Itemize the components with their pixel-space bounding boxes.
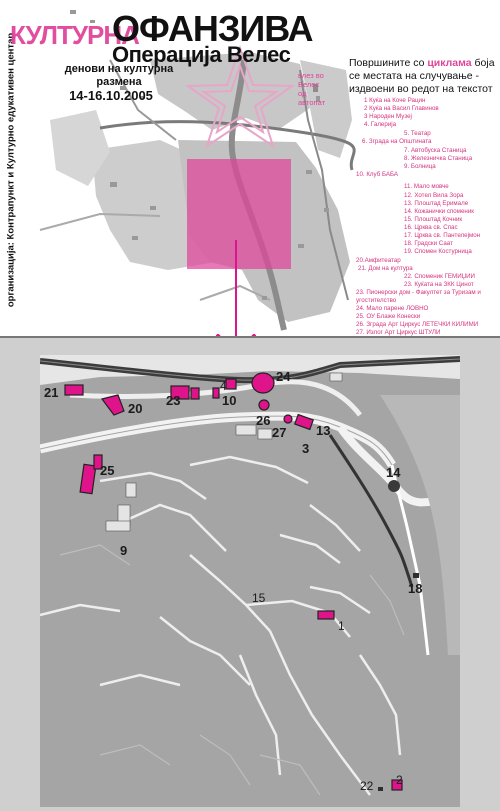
intro-text: [349, 57, 497, 96]
days-text: денови на културна размена: [64, 63, 174, 88]
event-dates: 14-16.10.2005: [69, 88, 153, 103]
legend-item: 19. Спомен Костурница: [404, 248, 472, 255]
legend-item: 23. Куќата на ЗКК Цинот: [404, 281, 474, 288]
legend-item: 7. Автобуска Станица: [404, 147, 467, 154]
venue-26: [259, 400, 269, 410]
legend-item: 12. Хотел Вила Зора: [404, 192, 464, 199]
legend-item: 15. Плоштад Кочник: [404, 216, 463, 223]
legend-item: 17. Црква св. Пантелејмон: [404, 232, 481, 239]
legend-item: 8. Железничка Станица: [404, 155, 473, 162]
map-label-14: 14: [386, 465, 401, 480]
kultura-word: КУЛТУРНА: [10, 20, 139, 50]
map-label-10: 10: [222, 393, 237, 408]
legend-item: 20.Амфитеатар: [356, 257, 401, 264]
map-label-21: 21: [44, 385, 59, 400]
intro-part: Површините со: [349, 57, 428, 69]
entry-note: [298, 71, 328, 107]
legend-item: 27. Излог Арт Циркус ШТУЛИ: [356, 329, 441, 336]
legend-item: 4. Галерија: [364, 121, 397, 128]
poster-top: [0, 0, 500, 336]
entry-note-line: од автопат: [298, 89, 326, 107]
map-label-25: 25: [100, 463, 115, 478]
intro-part: боја се местата на случување - издвоени во редот на текстот: [349, 57, 495, 95]
map-label-3: 3: [302, 441, 310, 456]
venue-4: [226, 379, 236, 389]
highlight-area: [187, 159, 291, 269]
map-label-1: 1: [338, 619, 345, 633]
entry-note-line: влез во Велес: [298, 71, 324, 89]
legend-item: 23. Пионерски дом - Факултет за Туризам и угостителство: [356, 289, 481, 304]
map-label-24: 24: [276, 369, 291, 384]
map-label-13: 13: [316, 423, 331, 438]
venue-1: [318, 611, 334, 619]
legend-item: 6. Зграда на Општината: [362, 138, 432, 145]
map-label-18: 18: [408, 581, 423, 596]
venue-24: [252, 373, 274, 393]
title-ofanziva: ОФАНЗИВА: [112, 8, 313, 49]
legend-item: 11. Мало мовче: [404, 183, 449, 190]
intro-highlight: циклама: [427, 57, 472, 69]
legend-item: 18. Градски Саат: [404, 240, 453, 247]
legend-item: 5. Театар: [404, 130, 431, 137]
legend-item: 22. Споменик ГЕМИЏИИ: [404, 273, 475, 280]
legend-item: 3 Народен Музеј: [364, 113, 412, 120]
map-label-26: 26: [256, 413, 271, 428]
legend-item: 2 Куќа на Васил Главинов: [364, 105, 439, 112]
venue-23b: [191, 388, 199, 399]
map-label-20: 20: [128, 401, 143, 416]
legend-item: 10. Клуб БАБА: [356, 171, 399, 178]
legend-item: 24. Мало парене ЛОВНО: [356, 305, 429, 312]
organization-caption: организација: Контрапункт и Културно едукативен центар: [5, 32, 17, 308]
legend-item: 9. Болница: [404, 163, 436, 170]
venue-27: [284, 415, 292, 423]
map-label-9: 9: [120, 543, 128, 558]
zoomed-map: [40, 355, 460, 807]
map-label-27: 27: [272, 425, 287, 440]
legend-item: 16. Црква св. Спас: [404, 224, 458, 231]
legend-item: 25. ОУ Блаже Конески: [356, 313, 421, 320]
legend-item: 26. Зграда Арт Циркус ЛЕТЕЧКИ КИЛИМИ: [356, 321, 479, 328]
legend-item: 1 Куќа на Коче Рацин: [364, 97, 426, 104]
map-label-2: 2: [396, 773, 403, 787]
legend-item: 21. Дом на култура: [358, 265, 413, 272]
map-label-22: 22: [360, 779, 374, 793]
map-label-23: 23: [166, 393, 181, 408]
legend-item: 13. Плоштад Еримале: [404, 200, 469, 207]
legend-item: 14. Кожанички споменик: [404, 208, 475, 215]
venue-21: [65, 385, 83, 395]
title-operacija: Операција Велес: [112, 42, 291, 67]
zoomed-map-graphics: [40, 355, 460, 807]
map-label-4: 4: [220, 379, 227, 393]
map-label-15: 15: [252, 591, 266, 605]
venue-10: [213, 388, 219, 398]
